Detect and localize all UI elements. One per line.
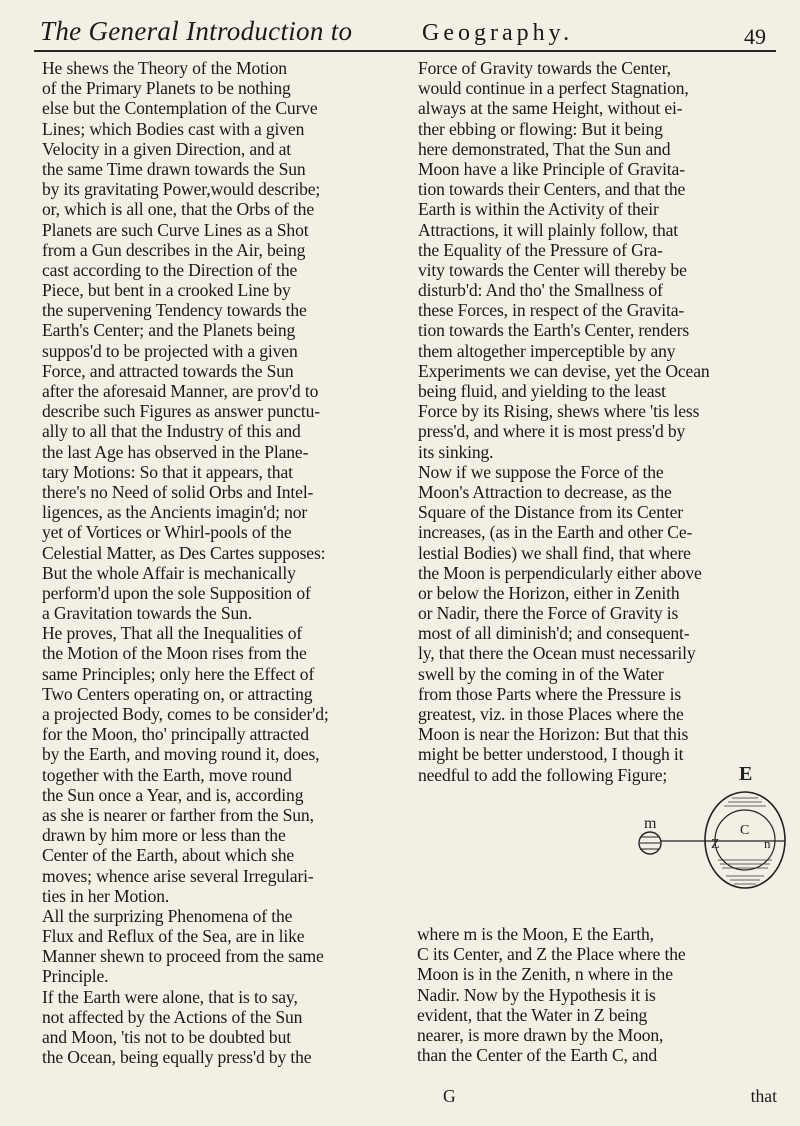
text-line: there's no Need of solid Orbs and Intel-: [42, 481, 314, 502]
text-line: might be better understood, I though it: [418, 744, 684, 765]
text-line: its sinking.: [418, 441, 494, 462]
text-line: Center of the Earth, about which she: [42, 845, 295, 866]
text-line: Now if we suppose the Force of the: [418, 461, 664, 482]
text-line: yet of Vortices or Whirl-pools of the: [42, 522, 292, 543]
text-line: He shews the Theory of the Motion: [42, 58, 287, 78]
text-line: from those Parts where the Pressure is: [418, 683, 682, 704]
nadir-label: n: [764, 836, 771, 851]
text-line: Experiments we can devise, yet the Ocean: [418, 360, 710, 381]
text-line: or Nadir, there the Force of Gravity is: [418, 603, 679, 624]
tide-diagram: [600, 740, 790, 920]
header-rule: [34, 50, 776, 52]
tide-figure: [600, 740, 790, 920]
text-line: If the Earth were alone, that is to say,: [42, 986, 298, 1007]
text-line: ly, that there the Ocean must necessarily: [418, 643, 696, 664]
text-line: Moon is in the Zenith, n where in the: [417, 964, 673, 985]
right-column: [418, 58, 786, 785]
text-line: Square of the Distance from its Center: [418, 502, 683, 523]
text-line: by the Earth, and moving round it, does,: [42, 744, 320, 765]
text-line: would continue in a perfect Stagnation,: [418, 78, 689, 99]
text-line: C its Center, and Z the Place where the: [417, 944, 686, 965]
text-line: Manner shewn to proceed from the same: [42, 946, 324, 967]
text-line: ther ebbing or flowing: But it being: [418, 118, 663, 139]
text-line: most of all diminish'd; and consequent-: [418, 623, 690, 644]
moon-label: m: [644, 815, 657, 832]
text-line: Moon have a like Principle of Gravita-: [418, 158, 685, 179]
earth-label: E: [739, 763, 753, 785]
text-line: tion towards their Centers, and that the: [418, 179, 686, 200]
text-line: than the Center of the Earth C, and: [417, 1045, 658, 1066]
text-line: ally to all that the Industry of this and: [42, 421, 301, 442]
text-line: evident, that the Water in Z being: [417, 1004, 648, 1025]
text-line: But the whole Affair is mechanically: [42, 562, 296, 583]
moon-symbol: [639, 832, 661, 854]
text-line: Lines; which Bodies cast with a given: [42, 118, 305, 139]
text-line: nearer, is more drawn by the Moon,: [417, 1024, 664, 1045]
header-title: The General Introduction to: [40, 16, 353, 46]
text-line: Piece, but bent in a crooked Line by: [42, 280, 291, 301]
text-line: the supervening Tendency towards the: [42, 300, 307, 321]
text-line: the Motion of the Moon rises from the: [42, 643, 307, 664]
zenith-label: Z: [711, 837, 720, 852]
text-line: tion towards the Earth's Center, renders: [418, 320, 690, 341]
text-line: Force, and attracted towards the Sun: [42, 360, 294, 381]
signature-mark: G: [443, 1086, 456, 1106]
text-line: from a Gun describes in the Air, being: [42, 239, 306, 260]
text-line: swell by the coming in of the Water: [418, 663, 664, 684]
text-line: lestial Bodies) we shall find, that where: [418, 542, 691, 563]
text-line: increases, (as in the Earth and other Ce-: [418, 522, 693, 543]
text-line: Planets are such Curve Lines as a Shot: [42, 219, 309, 240]
text-line: All the surprizing Phenomena of the: [42, 905, 293, 926]
text-line: the Moon is perpendicularly either above: [418, 562, 702, 583]
text-line: the Ocean, being equally press'd by the: [42, 1047, 312, 1068]
text-line: Attractions, it will plainly follow, that: [418, 219, 678, 240]
text-line: Moon is near the Horizon: But that this: [418, 724, 689, 745]
text-line: vity towards the Center will thereby be: [418, 259, 687, 280]
text-line: them altogether imperceptible by any: [418, 340, 676, 361]
text-line: tary Motions: So that it appears, that: [42, 461, 293, 482]
text-line: and Moon, 'tis not to be doubted but: [42, 1027, 291, 1047]
text-line: perform'd upon the sole Supposition of: [42, 582, 311, 603]
text-line: Earth's Center; and the Planets being: [42, 320, 296, 341]
text-line: He proves, That all the Inequalities of: [42, 623, 303, 644]
text-line: the same Time drawn towards the Sun: [42, 158, 306, 179]
text-line: press'd, and where it is most press'd by: [418, 421, 686, 442]
text-line: disturb'd: And tho' the Smallness of: [418, 280, 663, 301]
catchword: that: [750, 1086, 777, 1106]
center-label: C: [740, 823, 750, 838]
text-line: a projected Body, comes to be consider'd;: [42, 704, 329, 724]
text-line: by its gravitating Power,would describe;: [42, 179, 321, 200]
text-line: the Equality of the Pressure of Gra-: [418, 239, 663, 260]
text-line: a Gravitation towards the Sun.: [42, 603, 253, 624]
text-line: here demonstrated, That the Sun and: [418, 138, 671, 159]
text-line: not affected by the Actions of the Sun: [42, 1006, 303, 1027]
text-line: these Forces, in respect of the Gravita-: [418, 300, 685, 321]
text-line: drawn by him more or less than the: [42, 825, 286, 846]
text-line: ties in her Motion.: [42, 885, 170, 906]
running-header: [40, 12, 778, 52]
text-line: after the aforesaid Manner, are prov'd to: [42, 381, 319, 401]
text-line: where m is the Moon, E the Earth,: [417, 924, 654, 944]
text-line: of the Primary Planets to be nothing: [42, 78, 291, 99]
text-line: Principle.: [42, 966, 109, 987]
text-line: Force of Gravity towards the Center,: [418, 58, 671, 78]
text-line: ligences, as the Ancients imagin'd; nor: [42, 502, 308, 523]
text-line: Velocity in a given Direction, and at: [42, 138, 291, 159]
text-line: as she is nearer or farther from the Sun,: [42, 804, 314, 825]
text-line: being fluid, and yielding to the least: [418, 381, 666, 401]
text-line: moves; whence arise several Irregulari-: [42, 865, 314, 886]
text-line: greatest, viz. in those Places where the: [418, 704, 684, 724]
text-line: else but the Contemplation of the Curve: [42, 98, 318, 119]
text-line: same Principles; only here the Effect of: [42, 663, 315, 684]
text-line: Nadir. Now by the Hypothesis it is: [417, 984, 656, 1005]
text-line: the last Age has observed in the Plane-: [42, 441, 309, 462]
text-line: describe such Figures as answer punctu-: [42, 401, 321, 422]
text-line: Celestial Matter, as Des Cartes supposes:: [42, 542, 326, 563]
text-line: Force by its Rising, shews where 'tis less: [418, 401, 700, 422]
text-line: Flux and Reflux of the Sea, are in like: [42, 926, 305, 947]
text-line: Two Centers operating on, or attracting: [42, 683, 313, 704]
left-column: [42, 58, 412, 1067]
header-running-title: Geography.: [422, 20, 574, 46]
text-line: together with the Earth, move round: [42, 764, 292, 785]
page-footer: [419, 1086, 779, 1108]
text-line: the Sun once a Year, and is, according: [42, 784, 304, 805]
text-line: Earth is within the Activity of their: [418, 199, 659, 220]
text-line: Moon's Attraction to decrease, as the: [418, 481, 672, 502]
text-line: suppos'd to be projected with a given: [42, 340, 298, 361]
right-bottom-column: [417, 924, 785, 1065]
text-line: always at the same Height, without ei-: [418, 98, 683, 119]
text-line: cast according to the Direction of the: [42, 259, 298, 280]
text-line: for the Moon, tho' principally attracted: [42, 724, 309, 745]
text-line: or, which is all one, that the Orbs of the: [42, 199, 314, 220]
text-line: needful to add the following Figure;: [418, 764, 668, 785]
page-number: 49: [744, 24, 766, 49]
text-line: or below the Horizon, either in Zenith: [418, 582, 680, 603]
